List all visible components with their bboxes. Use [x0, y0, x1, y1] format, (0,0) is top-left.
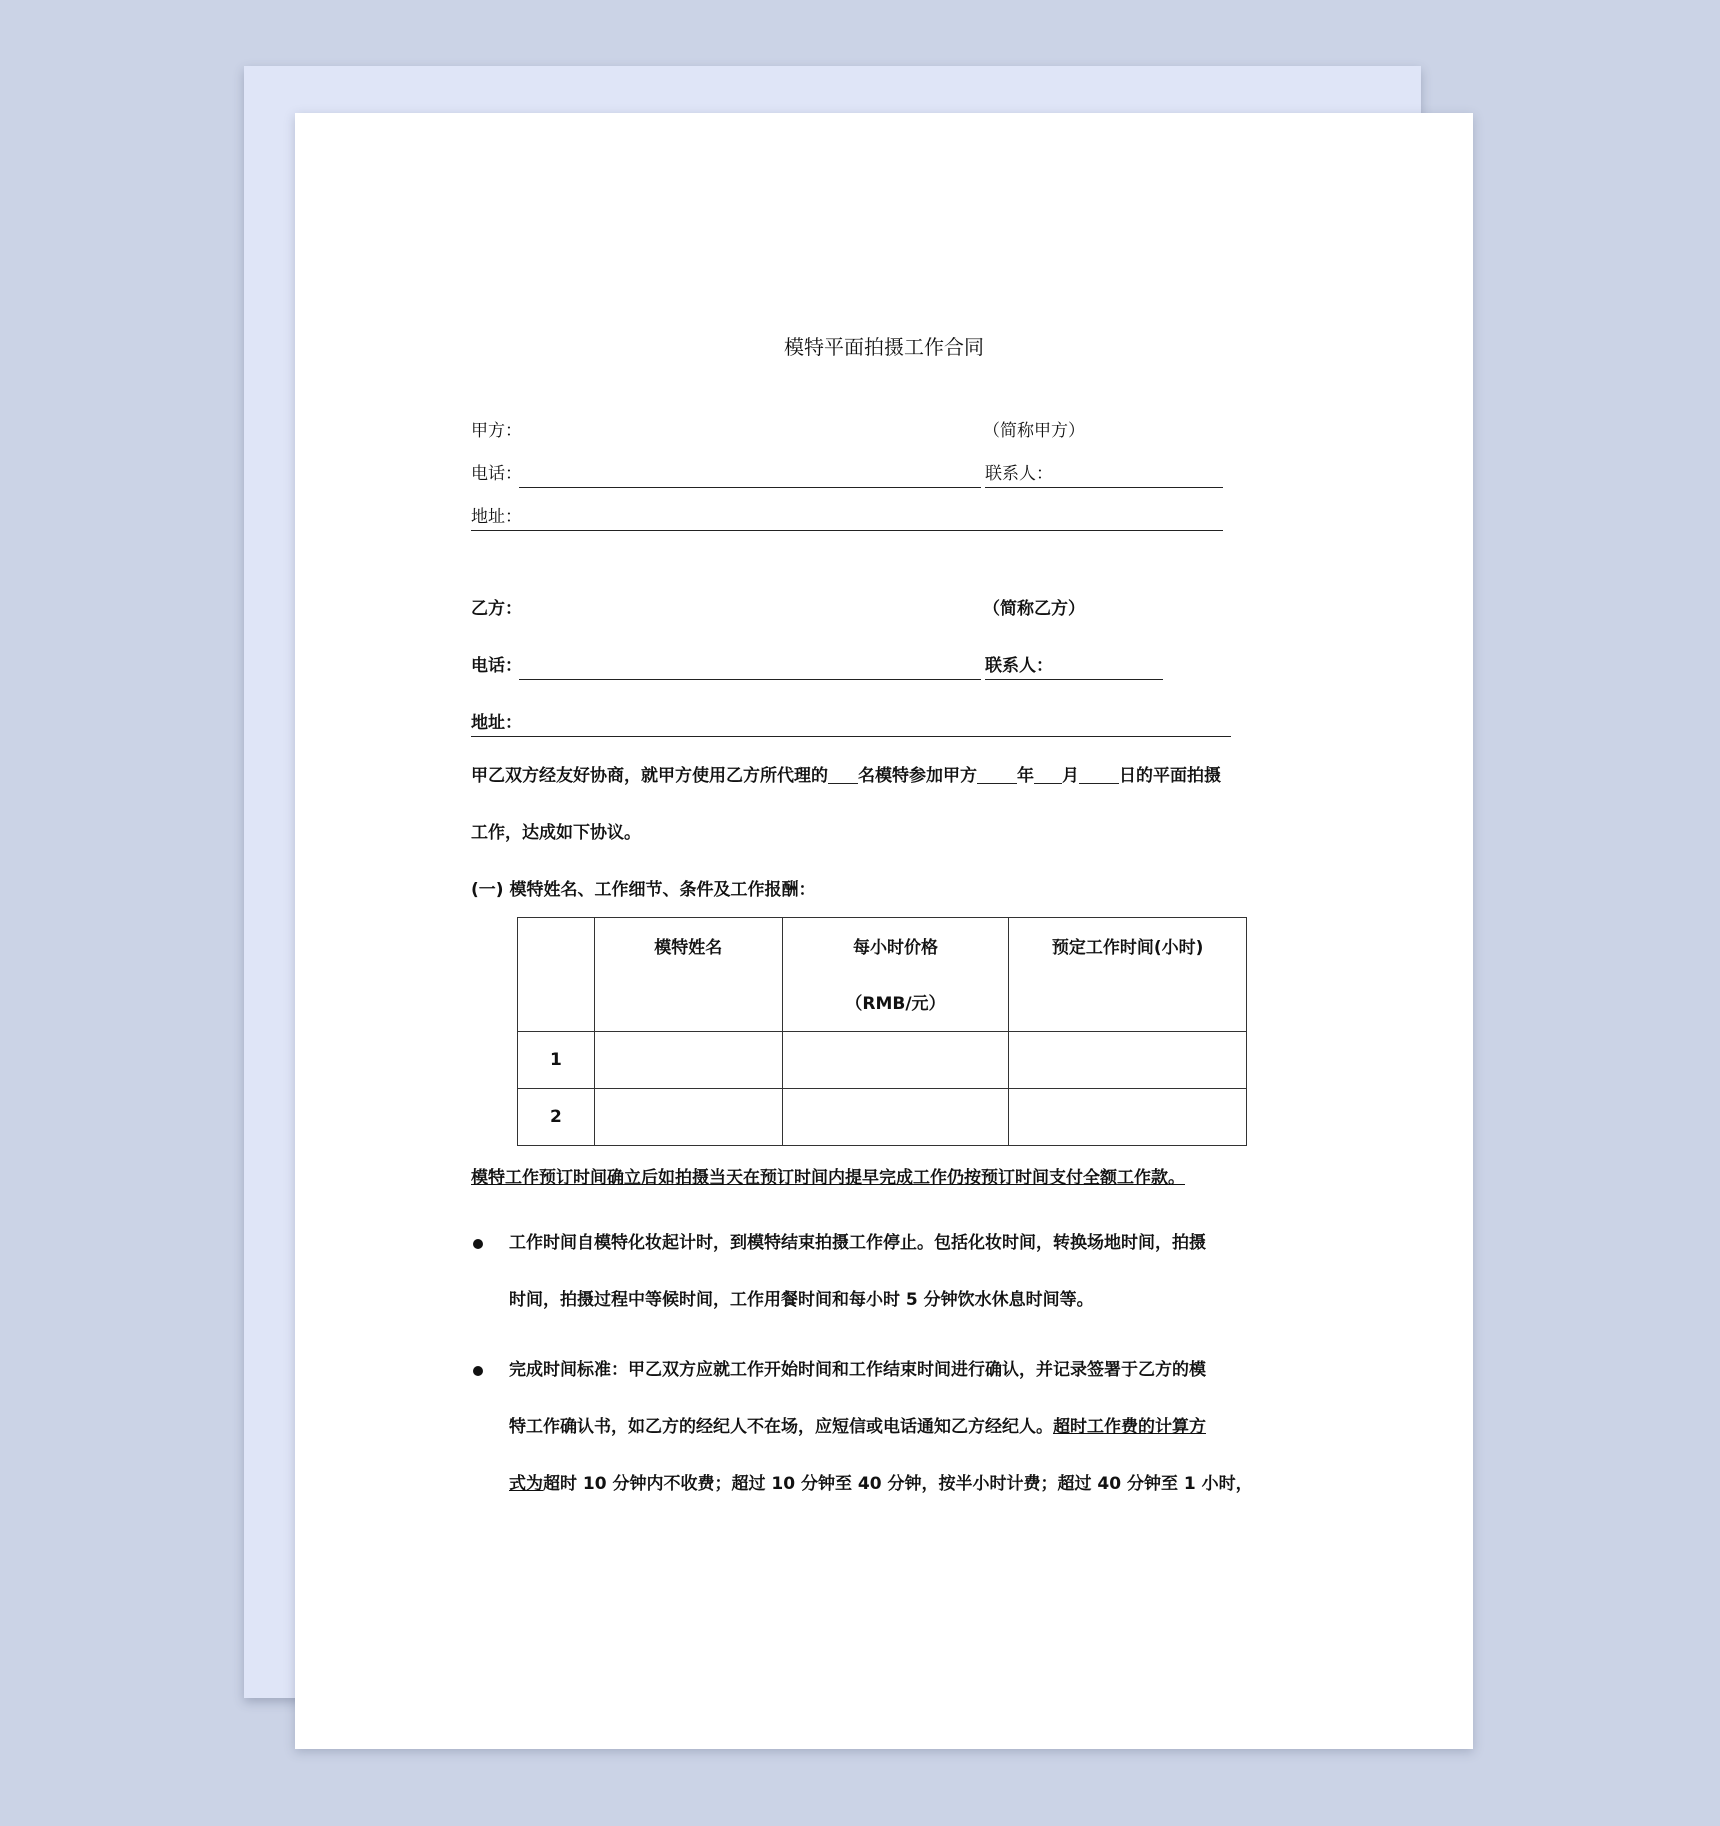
work-details-table — [517, 917, 1247, 1146]
party-a-contact-label: 联系人： — [985, 464, 1053, 484]
bullet-work-time-line-1: 工作时间自模特化妆起计时，到模特结束拍摄工作停止。包括化妆时间，转换场地时间，拍摄 — [509, 1233, 1206, 1253]
party-a-address-label: 地址： — [471, 507, 522, 527]
party-a-phone-label: 电话： — [471, 464, 522, 484]
party-a-address-field[interactable] — [471, 530, 1223, 531]
bullet-completion-line-1: 完成时间标准：甲乙双方应就工作开始时间和工作结束时间进行确认，并记录签署于乙方的模 — [509, 1360, 1206, 1380]
table-cell-hourly-price[interactable] — [782, 1032, 1009, 1089]
table-header-scheduled-hours: 预定工作时间(小时) — [1009, 918, 1247, 1032]
party-a-row — [471, 415, 1231, 445]
party-a-phone-field[interactable] — [519, 487, 981, 488]
table-header-model-name: 模特姓名 — [594, 918, 782, 1032]
party-b-address-row — [471, 707, 1231, 737]
intro-line-2: 工作，达成如下协议。 — [471, 823, 641, 843]
party-b-phone-label: 电话： — [471, 656, 522, 676]
table-header-hourly-price: 每小时价格 （RMB/元） — [782, 918, 1009, 1032]
intro-line-1 — [471, 764, 1221, 788]
party-b-contact-label: 联系人： — [985, 656, 1053, 676]
party-b-short-name: （简称乙方） — [983, 599, 1085, 619]
party-a-contact-field[interactable] — [985, 487, 1223, 488]
intro-part-5: 日的平面拍摄 — [1119, 766, 1221, 786]
table-header-unit: （RMB/元） — [845, 994, 946, 1014]
party-a-phone-row — [471, 458, 1231, 488]
bullet-completion-line-2: 特工作确认书，如乙方的经纪人不在场，应短信或电话通知乙方经纪人。超时工作费的计算方 — [509, 1417, 1206, 1437]
party-b-address-field[interactable] — [471, 736, 1231, 737]
party-a-short-name: （简称甲方） — [983, 421, 1085, 441]
table-header-row — [518, 918, 1247, 1032]
party-a-address-row — [471, 501, 1231, 531]
table-cell-scheduled-hours[interactable] — [1009, 1032, 1247, 1089]
bullet-dot-icon — [473, 1239, 483, 1249]
table-cell-hourly-price[interactable] — [782, 1089, 1009, 1146]
overtime-fee-emphasis-cont: 式为 — [509, 1474, 543, 1494]
bullet-work-time-text — [509, 1215, 1309, 1329]
section-1-heading: (一) 模特姓名、工作细节、条件及工作报酬： — [471, 880, 816, 900]
model-count-blank[interactable] — [828, 765, 858, 784]
table-cell-model-name[interactable] — [594, 1089, 782, 1146]
table-cell-model-name[interactable] — [594, 1032, 782, 1089]
party-b-phone-row — [471, 650, 1231, 680]
table-cell-index: 2 — [518, 1089, 595, 1146]
table-header-index — [518, 918, 595, 1032]
intro-part-4: 月 — [1062, 766, 1079, 786]
bullet-dot-icon — [473, 1366, 483, 1376]
document-title: 模特平面拍摄工作合同 — [784, 335, 984, 359]
party-a-label: 甲方： — [471, 421, 522, 441]
table-cell-index: 1 — [518, 1032, 595, 1089]
party-b-contact-field[interactable] — [985, 679, 1163, 680]
overtime-fee-emphasis: 超时工作费的计算方 — [1053, 1417, 1206, 1437]
party-b-row — [471, 593, 1231, 623]
day-blank[interactable] — [1079, 765, 1119, 784]
party-b-phone-field[interactable] — [519, 679, 981, 680]
intro-part-3: 年 — [1017, 766, 1034, 786]
party-b-label: 乙方： — [471, 599, 522, 619]
bullet-work-time-line-2: 时间，拍摄过程中等候时间，工作用餐时间和每小时 5 分钟饮水休息时间等。 — [509, 1290, 1094, 1310]
bullet-completion-standard-text — [509, 1342, 1309, 1513]
table-row — [518, 1032, 1247, 1089]
month-blank[interactable] — [1034, 765, 1062, 784]
intro-part-2: 名模特参加甲方 — [858, 766, 977, 786]
table-cell-scheduled-hours[interactable] — [1009, 1089, 1247, 1146]
intro-part-1: 甲乙双方经友好协商，就甲方使用乙方所代理的 — [471, 766, 828, 786]
booking-note: 模特工作预订时间确立后如拍摄当天在预订时间内提早完成工作仍按预订时间支付全额工作款。 — [471, 1168, 1185, 1188]
year-blank[interactable] — [977, 765, 1017, 784]
table-row — [518, 1089, 1247, 1146]
bullet-completion-line-3: 式为超时 10 分钟内不收费；超过 10 分钟至 40 分钟，按半小时计费；超过 40 分钟至 1 小时， — [509, 1474, 1253, 1494]
document-page — [295, 113, 1473, 1749]
party-b-address-label: 地址： — [471, 713, 522, 733]
